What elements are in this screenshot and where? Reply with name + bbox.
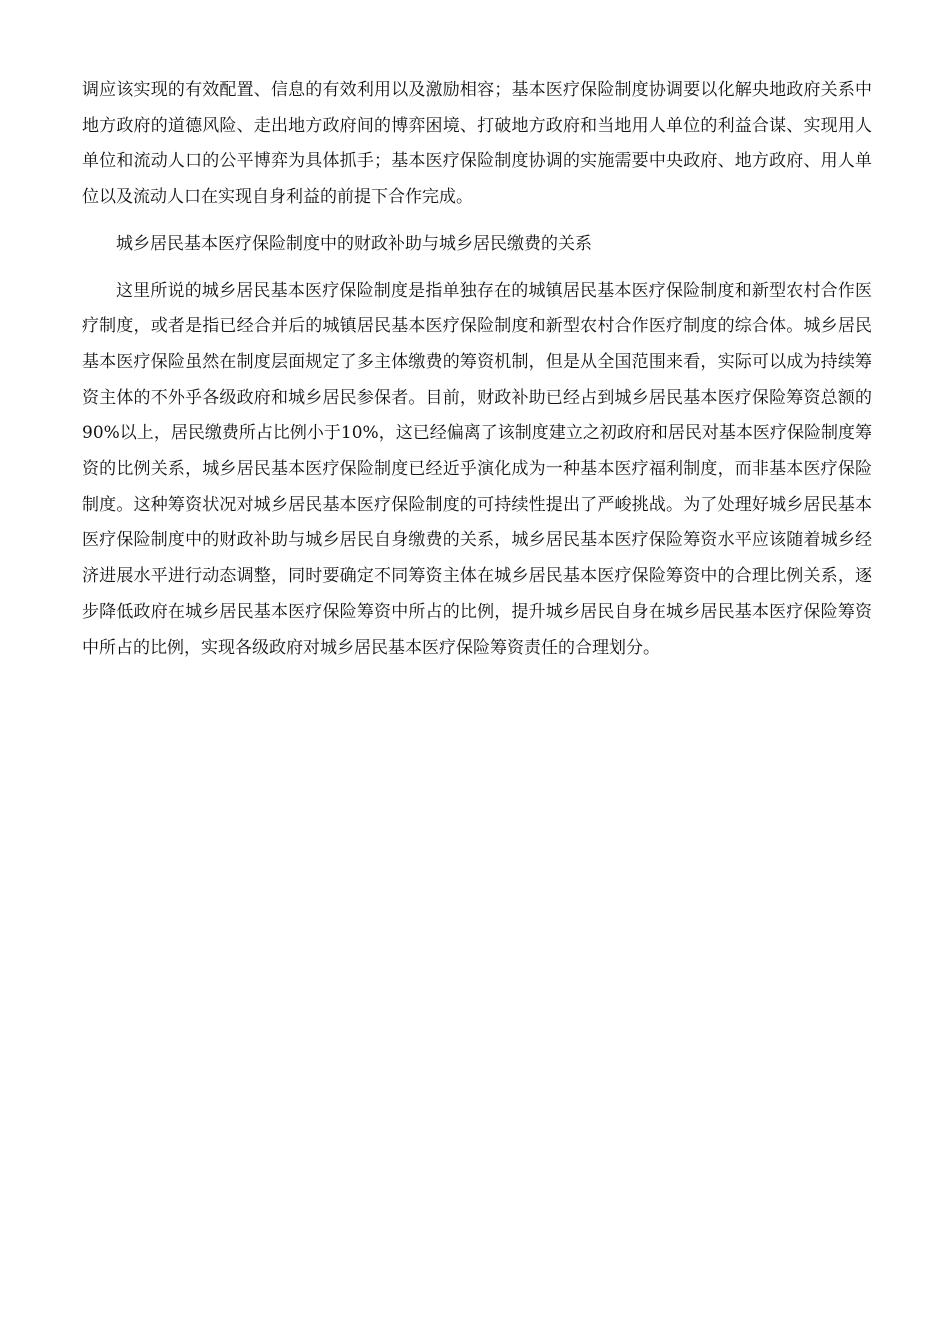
section-heading: 城乡居民基本医疗保险制度中的财政补助与城乡居民缴费的关系: [116, 233, 592, 254]
paragraph-body: 这里所说的城乡居民基本医疗保险制度是指单独存在的城镇居民基本医疗保险制度和新型农村合作医疗制度，或者是指已经合并后的城镇居民基本医疗保险制度和新型农村合作医疗制度的综合体。城乡居民基本医疗保险虽然在制度层面规定了多主体缴费的筹资机制，但是从全国范围来看，实际可以成为持续筹资主体的不外乎各级政府和城乡居民参保者。目前，财政补助已经占到城乡居民基本医疗保险筹资总额的90%以上，居民缴费所占比例小于10%，这已经偏离了该制度建立之初政府和居民对基本医疗保险制度筹资的比例关系，城乡居民基本医疗保险制度已经近乎演化成为一种基本医疗福利制度，而非基本医疗保险制度。这种筹资状况对城乡居民基本医疗保险制度的可持续性提出了严峻挑战。为了处理好城乡居民基本医疗保险制度中的财政补助与城乡居民自身缴费的关系，城乡居民基本医疗保险筹资水平应该随着城乡经济进展水平进行动态调整，同时要确定不同筹资主体在城乡居民基本医疗保险筹资中的合理比例关系，逐步降低政府在城乡居民基本医疗保险筹资中所占的比例，提升城乡居民自身在城乡居民基本医疗保险筹资中所占的比例，实现各级政府对城乡居民基本医疗保险筹资责任的合理划分。: [82, 280, 872, 658]
document-page: [82, 73, 872, 666]
paragraph-continuation: 调应该实现的有效配置、信息的有效利用以及激励相容；基本医疗保险制度协调要以化解央地政府关系中地方政府的道德风险、走出地方政府间的博弈困境、打破地方政府和当地用人单位的利益合谋、实现用人单位和流动人口的公平博弈为具体抓手；基本医疗保险制度协调的实施需要中央政府、地方政府、用人单位以及流动人口在实现自身利益的前提下合作完成。: [82, 80, 872, 208]
